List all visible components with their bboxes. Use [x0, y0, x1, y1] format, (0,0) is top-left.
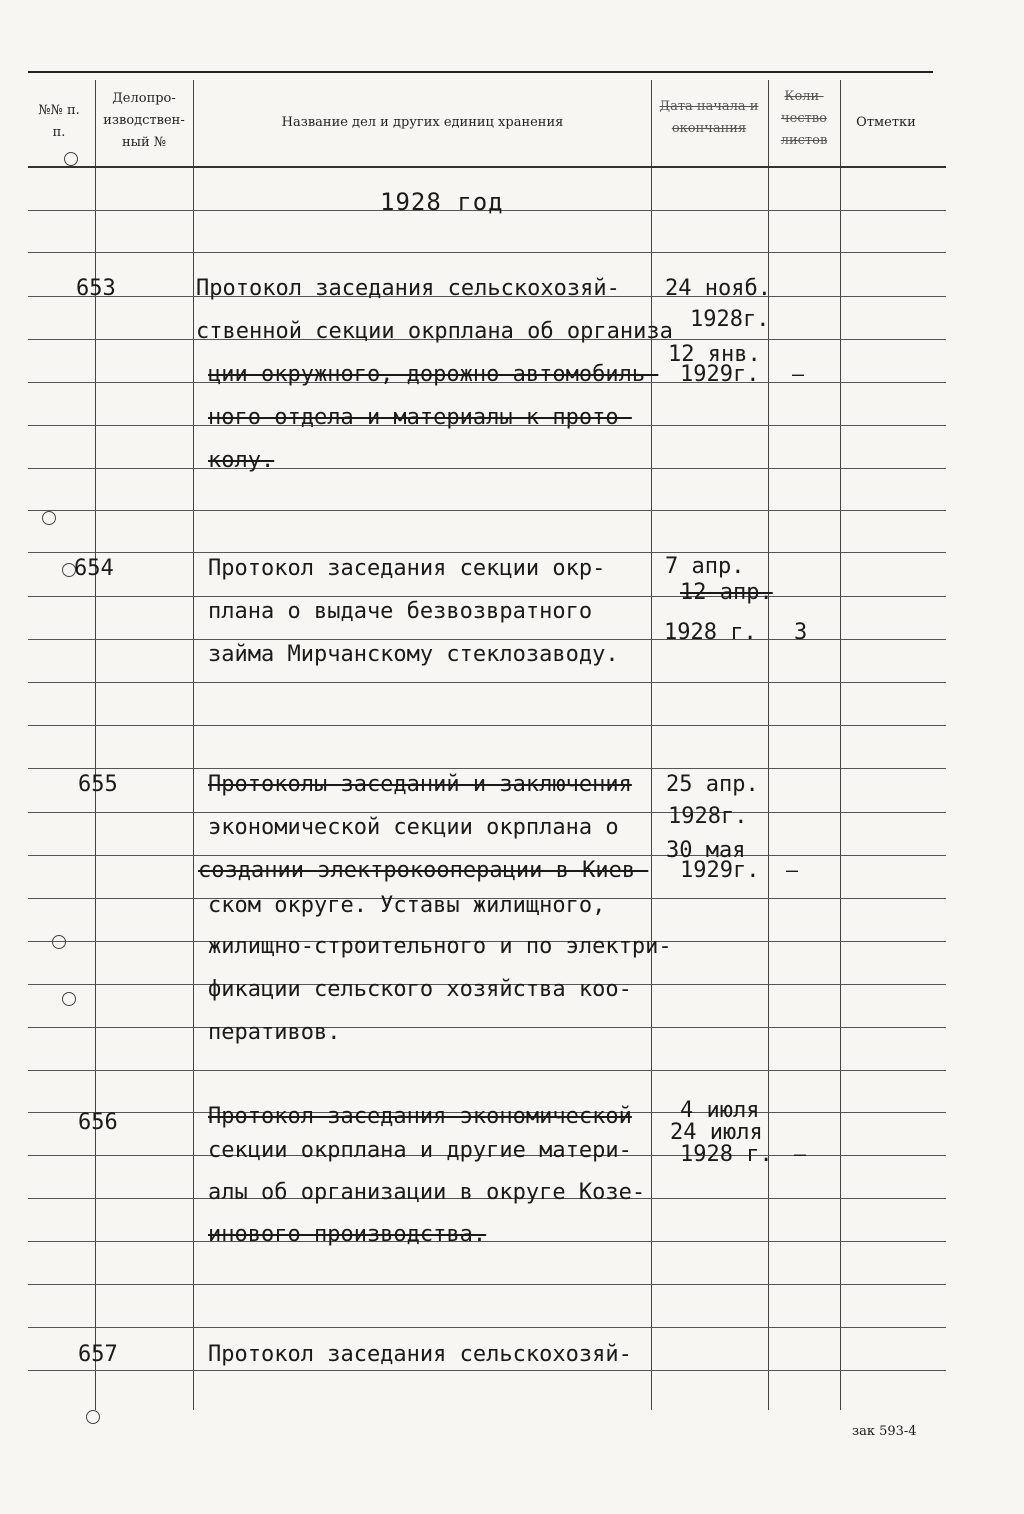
binding-hole	[52, 935, 66, 949]
year-heading: 1928 год	[380, 188, 504, 216]
entry-title-line: фикации сельского хозяйства коо-	[208, 977, 632, 1002]
entry-number: 653	[76, 276, 116, 301]
binding-hole	[62, 992, 76, 1006]
top-rule	[28, 71, 933, 73]
entry-title-line: колу.	[208, 448, 275, 473]
entry-title-line: инового производства.	[208, 1222, 487, 1247]
entry-title-line: создании электрокооперации в Киев-	[198, 858, 649, 883]
entry-number: 656	[78, 1110, 118, 1135]
ruled-line	[28, 468, 946, 469]
ruled-line	[28, 1370, 946, 1371]
column-divider	[651, 80, 652, 1410]
entry-date: 24 июля	[670, 1120, 763, 1145]
header-separator	[28, 166, 946, 168]
ruled-line	[28, 510, 946, 511]
ruled-line	[28, 768, 946, 769]
ruled-line	[28, 812, 946, 813]
header-col-notes: Отметки	[856, 115, 916, 130]
entry-title-line: Протокол заседания секции окр-	[208, 556, 606, 581]
header-col-sheets: Коли- чество листов	[780, 89, 828, 148]
entry-date: 1928 г.	[664, 620, 757, 645]
binding-hole	[64, 152, 78, 166]
entry-title-line: Протокол заседания сельскохозяй-	[196, 276, 620, 301]
binding-hole	[42, 511, 56, 525]
entry-title-line: алы об организации в округе Козе-	[208, 1180, 646, 1205]
entry-title-line: ственной секции окрплана об организа	[196, 319, 673, 344]
entry-date: 7 апр.	[665, 554, 745, 579]
entry-title-line: ции окружного, дорожно-автомобиль-	[208, 362, 659, 387]
entry-date: 25 апр.	[666, 772, 759, 797]
entry-title-line: Протокол заседания сельскохозяй-	[208, 1342, 632, 1367]
entry-date: 1928г.	[668, 804, 748, 829]
ruled-line	[28, 1284, 946, 1285]
ruled-line	[28, 596, 946, 597]
ruled-line	[28, 1241, 946, 1242]
entry-title-line: Протокол заседания экономической	[208, 1104, 632, 1129]
header-col-office-number: Делопро- изводствен- ный №	[103, 91, 185, 150]
entry-title-line: секции окрплана и другие матери-	[208, 1138, 632, 1163]
entry-title-line: плана о выдаче безвозвратного	[208, 599, 593, 624]
entry-sheet-count: –	[794, 1142, 807, 1166]
entry-title-line: ском округе. Уставы жилищного,	[208, 893, 606, 918]
column-divider	[840, 80, 841, 1410]
print-order-note: зак 593-4	[852, 1424, 917, 1439]
entry-sheet-count: –	[792, 362, 805, 386]
ruled-line	[28, 252, 946, 253]
entry-date: 1929г.	[680, 362, 760, 387]
entry-date: 30 мая	[666, 838, 746, 863]
entry-title-line: жилищно-строительного и по электри-	[208, 934, 672, 959]
entry-title-line: экономической секции окрплана о	[208, 815, 619, 840]
entry-date: 1928 г.	[680, 1142, 773, 1167]
entry-sheet-count: –	[786, 858, 799, 882]
binding-hole	[86, 1410, 100, 1424]
ruled-line	[28, 855, 946, 856]
ruled-line	[28, 1070, 946, 1071]
entry-title-line: ного отдела и материалы к прото-	[208, 405, 632, 430]
header-col-title: Название дел и других единиц хранения	[281, 115, 564, 130]
ruled-line	[28, 1027, 946, 1028]
entry-title-line: займа Мирчанскому стеклозаводу.	[208, 642, 619, 667]
entry-date: 24 нояб.	[665, 276, 771, 301]
entry-number: 654	[74, 556, 114, 581]
entry-date: 1929г.	[680, 858, 760, 883]
header-col-number: №№ п. п.	[38, 103, 80, 140]
entry-date: 12 янв.	[668, 342, 761, 367]
entry-number: 657	[78, 1342, 118, 1367]
entry-date: 12 апр.	[680, 580, 773, 605]
entry-title-line: Протоколы заседаний и заключения	[208, 772, 632, 797]
ruled-line	[28, 1327, 946, 1328]
header-col-dates: Дата начала и окончания	[659, 99, 759, 136]
ruled-line	[28, 725, 946, 726]
entry-number: 655	[78, 772, 118, 797]
entry-sheet-count: 3	[794, 620, 808, 645]
ruled-line	[28, 682, 946, 683]
entry-title-line: перативов.	[208, 1020, 341, 1045]
ruled-line	[28, 552, 946, 553]
ruled-line	[28, 639, 946, 640]
entry-date: 4 июля	[680, 1098, 760, 1123]
column-divider	[193, 80, 194, 1410]
entry-date: 1928г.	[690, 307, 770, 332]
